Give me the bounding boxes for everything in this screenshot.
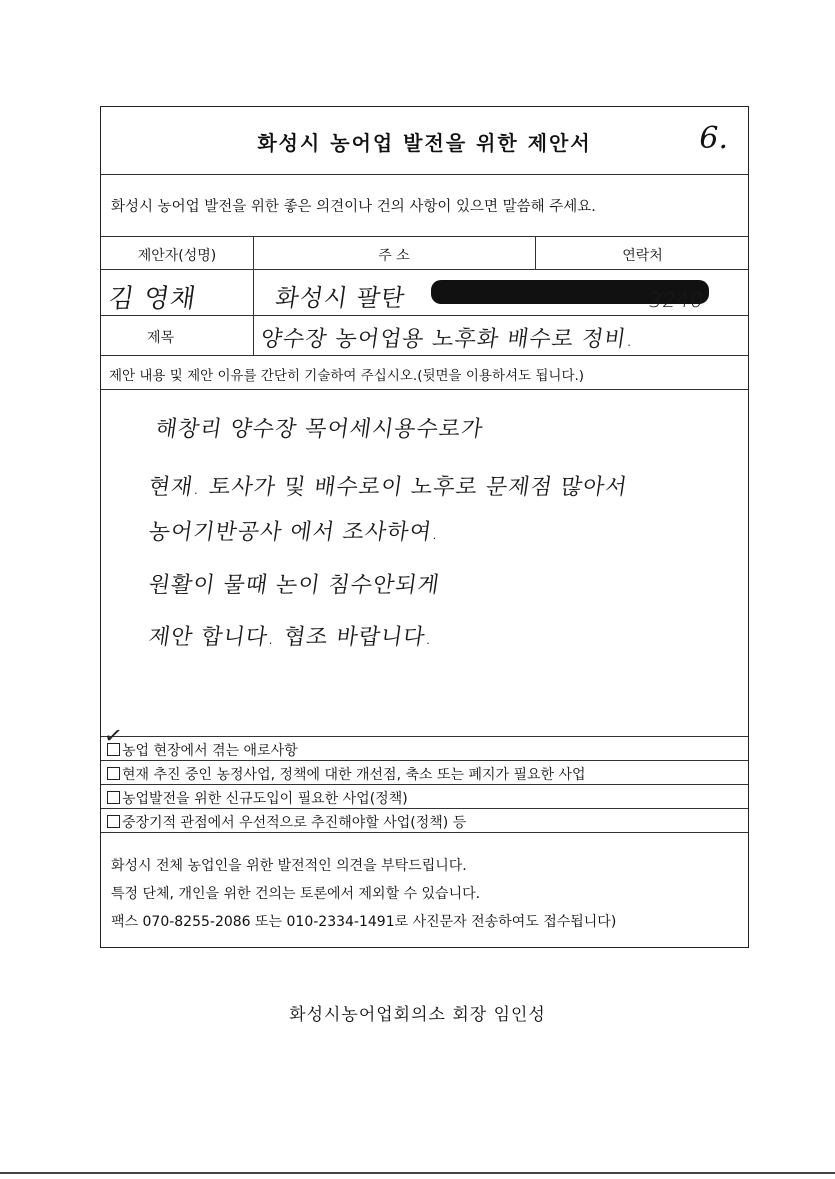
checklist-item [101, 761, 748, 785]
checkmark-icon: ✓ [102, 722, 125, 751]
title-row [101, 107, 748, 175]
content-instruction-row [101, 356, 748, 390]
page-number: 6. [699, 121, 728, 156]
checkbox[interactable] [107, 791, 120, 804]
header-row [101, 237, 748, 270]
checklist-label: 중장기적 관점에서 우선적으로 추진해야할 사업(정책) 등 [122, 815, 467, 831]
checkbox-checked[interactable] [102, 722, 125, 756]
checkbox[interactable] [107, 767, 120, 780]
content-line: 해창리 양수장 목어세시용수로가 [153, 417, 485, 442]
column-divider [253, 270, 254, 315]
proposer-row [101, 270, 748, 316]
proposer-name: 김 영채 [106, 284, 199, 314]
header-address: 주 소 [378, 248, 410, 264]
content-area [101, 390, 748, 737]
header-name: 제안자(성명) [137, 248, 217, 264]
checklist-label: 현재 추진 중인 농정사업, 정책에 대한 개선점, 축소 또는 폐지가 필요한 사업 [122, 767, 586, 783]
subject-label: 제목 [147, 330, 175, 346]
notice-line: 특정 단체, 개인을 위한 건의는 토론에서 제외할 수 있습니다. [111, 886, 481, 902]
footer-signature: 화성시농어업회의소 회장 임인성 [289, 1005, 546, 1025]
checkbox[interactable] [107, 815, 120, 828]
divider [0, 1172, 835, 1174]
content-line: 원활이 물때 논이 침수안되게 [146, 573, 442, 598]
checklist-item [101, 785, 748, 809]
subject-row [101, 316, 748, 356]
content-line: 제안 합니다. 협조 바랍니다. [146, 625, 436, 650]
proposer-contact: 3240 [647, 288, 706, 312]
header-contact: 연락처 [622, 248, 663, 264]
checklist-item [101, 809, 748, 833]
column-divider [253, 316, 254, 355]
content-line: 현재. 토사가 및 배수로이 노후로 문제점 많아서 [146, 475, 630, 500]
subject-value: 양수장 농어업용 노후화 배수로 정비. [258, 327, 637, 352]
notice-area [101, 833, 748, 947]
content-line: 농어기반공사 에서 조사하여. [146, 520, 442, 545]
instruction-text: 화성시 농어업 발전을 위한 좋은 의견이나 건의 사항이 있으면 말씀해 주세요. [111, 199, 596, 215]
checklist-item [101, 722, 748, 761]
notice-line: 화성시 전체 농업인을 위한 발전적인 의견을 부탁드립니다. [111, 858, 467, 874]
checklist-label: 농업 현장에서 겪는 애로사항 [122, 743, 298, 759]
content-instruction: 제안 내용 및 제안 이유를 간단히 기술하여 주십시오.(뒷면을 이용하셔도 됩니다.) [109, 368, 585, 384]
proposal-form [100, 106, 749, 948]
proposer-address: 화성시 팔탄 [273, 284, 408, 312]
form-title: 화성시 농어업 발전을 위한 제안서 [257, 131, 592, 155]
notice-line: 팩스 070-8255-2086 또는 010-2334-1491로 사진문자 전송하여도 접수됩니다) [111, 914, 617, 930]
checklist-label: 농업발전을 위한 신규도입이 필요한 사업(정책) [122, 791, 408, 807]
instruction-row [101, 175, 748, 237]
